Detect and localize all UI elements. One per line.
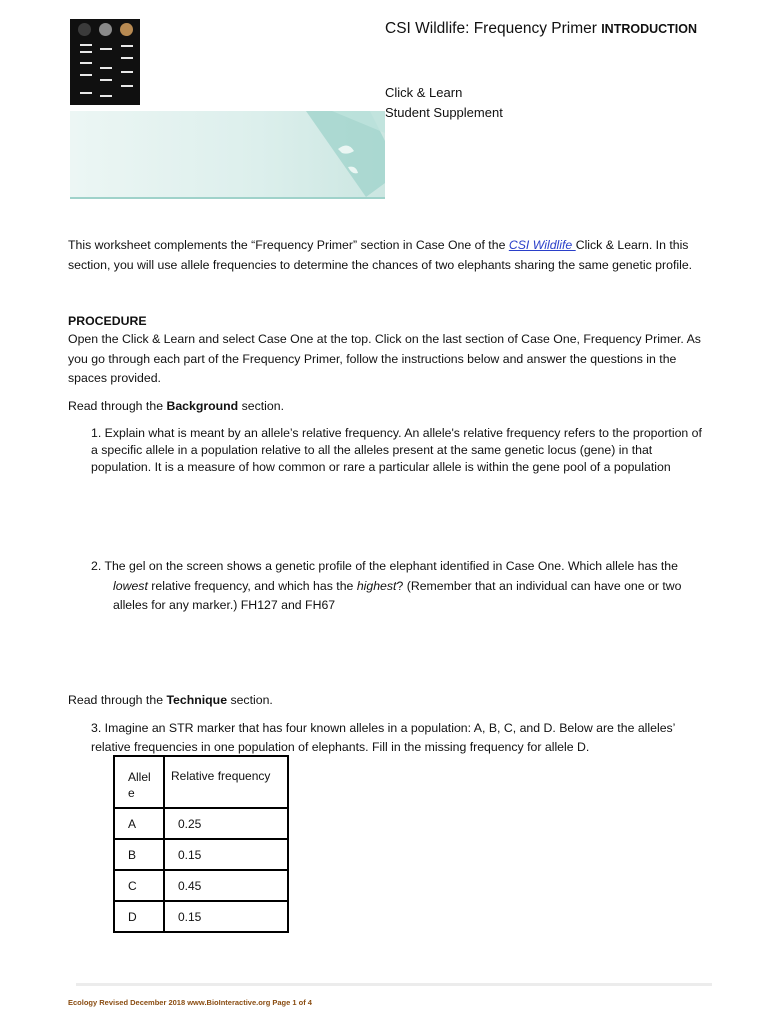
frequency-cell[interactable]: 0.25 [178,817,202,831]
background-instruction [68,397,708,417]
intro-paragraph [68,236,708,275]
technique-instruction [68,691,708,711]
gel-band [121,45,133,47]
header-banner [70,111,385,199]
title-tag: INTRODUCTION [601,22,698,36]
gel-image [70,19,140,105]
banner-art [70,111,385,197]
procedure-text: Open the Click & Learn and select Case One at the top. Click on the last section of Case One, Frequency Primer. As you go through each part of the Frequency Primer, follow the instructions below and answer the questions in the spaces provided. [68,332,701,385]
gel-band [100,67,112,69]
frequency-cell[interactable]: 0.45 [178,879,202,893]
table-header-cell [164,756,288,808]
table-header-row [114,756,288,808]
gel-band [80,92,92,94]
gel-band [80,62,92,64]
title-text: CSI Wildlife: Frequency Primer [385,20,597,37]
gel-band [80,44,92,46]
instruction-suffix: section. [227,693,273,707]
intro-text-2: Click & Learn. In this section, you will use allele frequencies to determine the chances of two elephants sharing the same genetic profile. [68,238,693,272]
instruction-section: Technique [166,693,228,707]
gel-band [100,79,112,81]
allele-frequency-table [113,755,289,933]
table-row [114,870,288,901]
subtitle-line-2: Student Supplement [385,105,503,120]
gel-band [121,85,133,87]
question-2 [91,557,711,616]
disc-2 [99,23,112,36]
q2-part-3: ? (Remember that an individual can have one or two alleles for any marker.) FH127 and FH67 [113,578,682,612]
allele-header-line-1: Allel [128,770,151,784]
table-row [114,808,288,839]
instruction-section: Background [166,399,239,413]
question-3: 3. Imagine an STR marker that has four known alleles in a population: A, B, C, and D. Below are the alleles’ relative frequencies in one population of elephants. Fill in the missing frequency for allele D. [91,721,675,754]
question-2-continuation [91,577,711,616]
instruction-prefix: Read through the [68,693,167,707]
document-title [385,20,697,38]
gel-band [80,74,92,76]
allele-cell: A [128,817,137,831]
gel-band [121,71,133,73]
allele-header-line-2: e [128,786,135,800]
table-header-cell [114,756,164,808]
lowest-word: lowest [113,578,148,593]
gel-band [80,51,92,53]
gel-band [121,57,133,59]
instruction-suffix: section. [238,399,284,413]
disc-3 [120,23,133,36]
frequency-cell[interactable]: 0.15 [178,910,202,924]
frequency-header: Relative frequency [171,769,271,783]
subtitle-line-1: Click & Learn [385,85,463,100]
page-footer: Ecology Revised December 2018 www.BioInteractive.org Page 1 of 4 [68,998,312,1007]
frequency-cell[interactable]: 0.15 [178,848,202,862]
footer-divider [76,983,712,986]
allele-cell: C [128,879,137,893]
disc-1 [78,23,91,36]
gel-band [100,95,112,97]
question-1: 1. Explain what is meant by an allele’s relative frequency. An allele's relative frequency refers to the proportion of a specific allele in a population relative to all the alleles present at the same genetic locus (gene) in that population. It is a measure of how common or rare a particular allele is within the gene pool of a population [91,426,702,474]
table-row [114,839,288,870]
table-row [114,901,288,932]
intro-text-1: This worksheet complements the “Frequency Primer” section in Case One of the [68,238,509,252]
instruction-prefix: Read through the [68,399,167,413]
csi-wildlife-link[interactable]: CSI Wildlife [508,238,576,252]
q2-part-2: relative frequency, and which has the [147,578,357,593]
allele-cell: B [128,848,137,862]
question-2-line-1: 2. The gel on the screen shows a genetic profile of the elephant identified in Case One. Which allele has the [91,559,678,573]
procedure-heading: PROCEDURE [68,314,147,328]
highest-word: highest [356,578,397,593]
allele-cell: D [128,910,137,924]
gel-band [100,48,112,50]
